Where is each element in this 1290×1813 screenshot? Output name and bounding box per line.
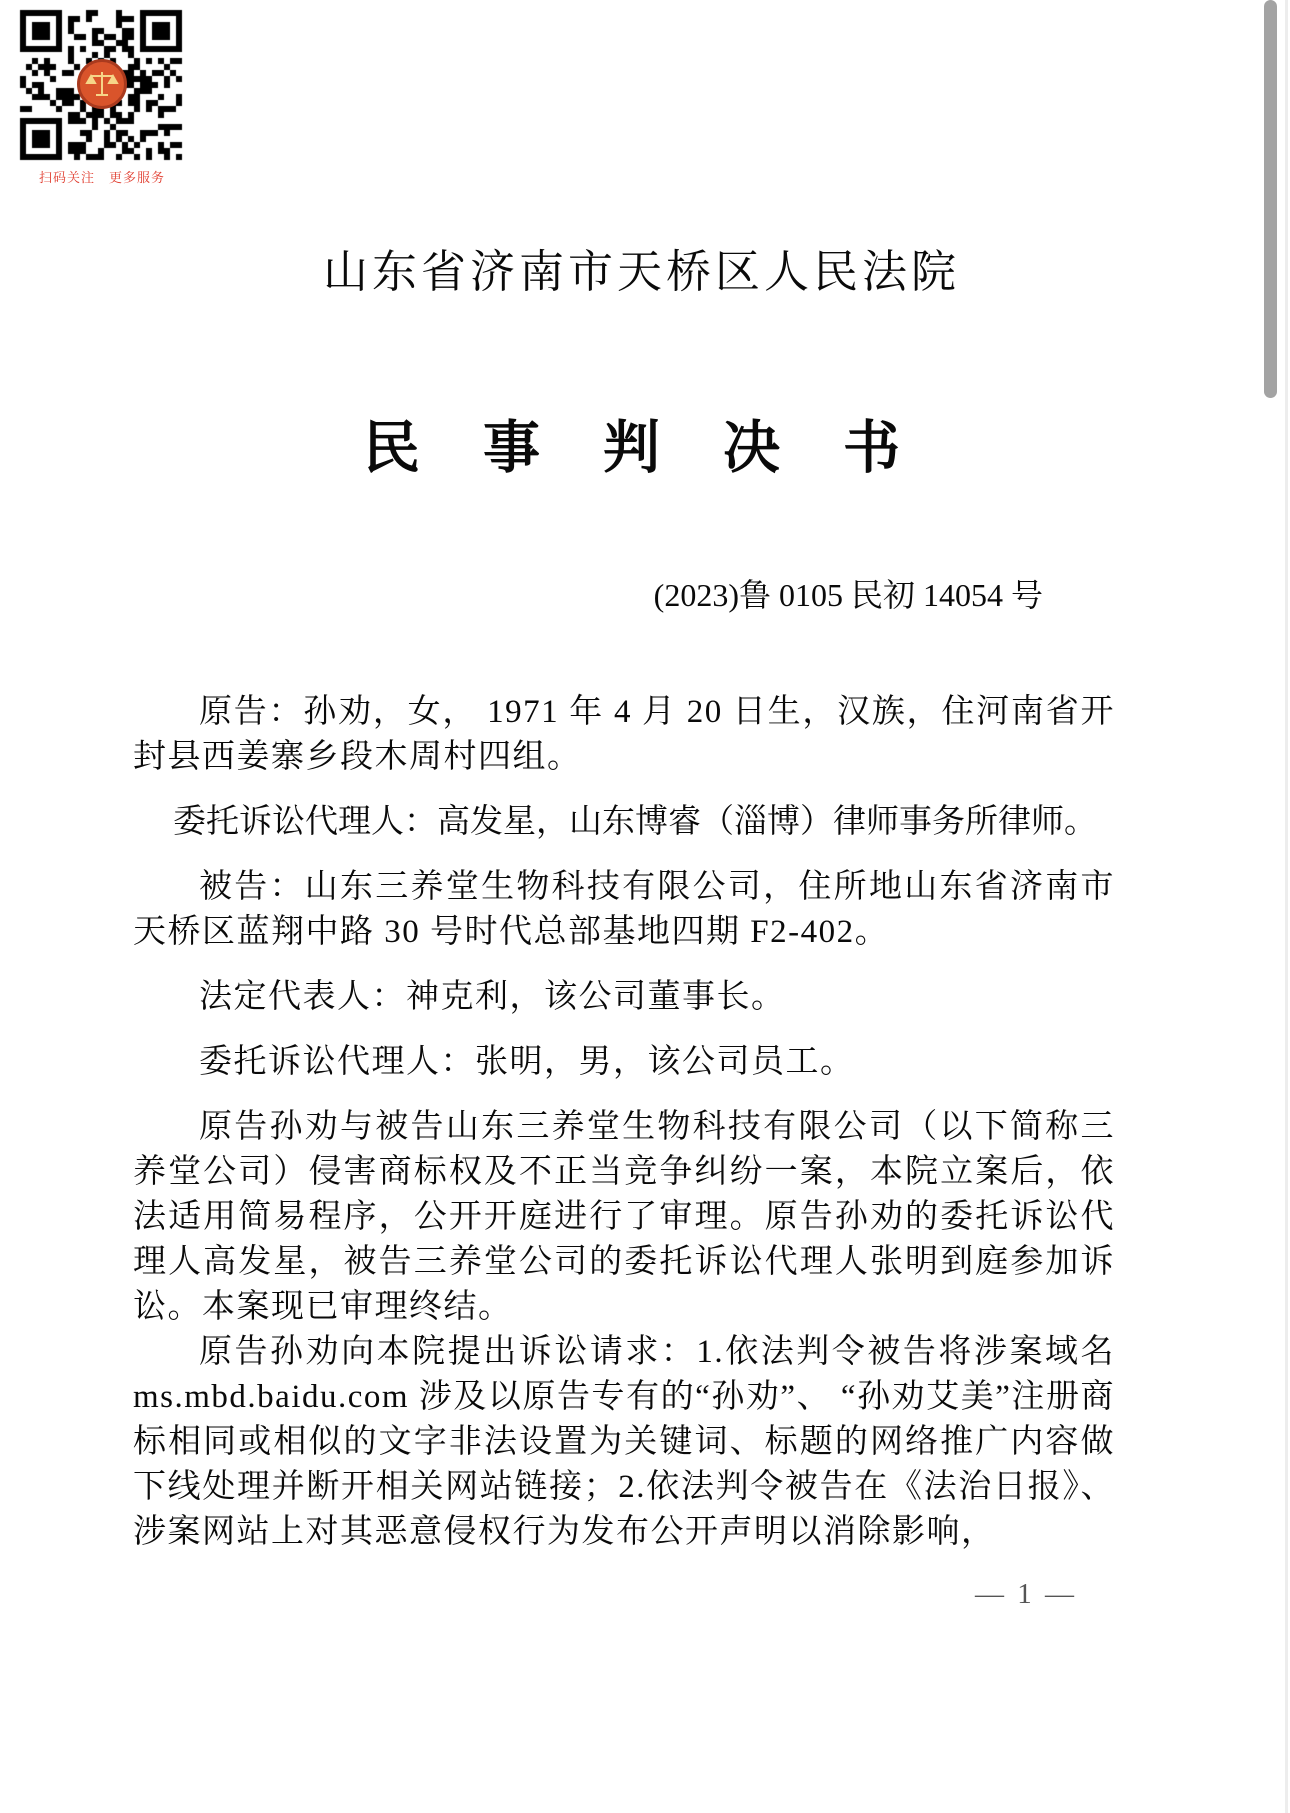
scrollbar-thumb[interactable] [1264, 0, 1277, 398]
scrollbar-track[interactable] [1285, 0, 1288, 1813]
case-number: (2023)鲁 0105 民初 14054 号 [653, 577, 1043, 613]
paragraph-plaintiff-agent: 委托诉讼代理人：高发星，山东博睿（淄博）律师事务所律师。 [173, 804, 1097, 840]
judgment-body [133, 690, 1115, 1555]
qr-caption: 扫码关注 更多服务 [38, 170, 165, 185]
paragraph-case-summary: 原告孙劝与被告山东三养堂生物科技有限公司（以下简称三养堂公司）侵害商标权及不正当竞争纠纷一案，本院立案后，依法适用简易程序，公开开庭进行了审理。原告孙劝的委托诉讼代理人高发星，被告三养堂公司的委托诉讼代理人张明到庭参加诉讼。本案现已审理终结。 [133, 1109, 1115, 1325]
paragraph-plaintiff: 原告：孙劝，女， 1971 年 4 月 20 日生，汉族，住河南省开封县西姜寨乡段木周村四组。 [133, 694, 1115, 775]
paragraph-defendant: 被告：山东三养堂生物科技有限公司，住所地山东省济南市天桥区蓝翔中路 30 号时代总部基地四期 F2-402。 [133, 869, 1115, 950]
paragraph-claims: 原告孙劝向本院提出诉讼请求：1.依法判令被告将涉案域名 ms.mbd.baidu.com 涉及以原告专有的“孙劝”、 “孙劝艾美”注册商标相同或相似的文字非法设置为关键词、标题的网络推广内容做下线处理并断开相关网站链接；2.依法判令被告在《法治日报》、涉案网站上对其恶意侵权行为发布公开声明以消除影响， [133, 1334, 1115, 1550]
court-emblem-icon [77, 59, 127, 109]
qr-block [18, 8, 186, 186]
court-name-title: 山东省济南市天桥区人民法院 [323, 247, 961, 297]
document-type-title: 民事判决书 [363, 417, 963, 480]
page-number: — 1 — [975, 1578, 1077, 1610]
paragraph-defendant-agent: 委托诉讼代理人：张明，男，该公司员工。 [199, 1044, 855, 1080]
paragraph-legal-representative: 法定代表人：神克利，该公司董事长。 [199, 979, 786, 1015]
